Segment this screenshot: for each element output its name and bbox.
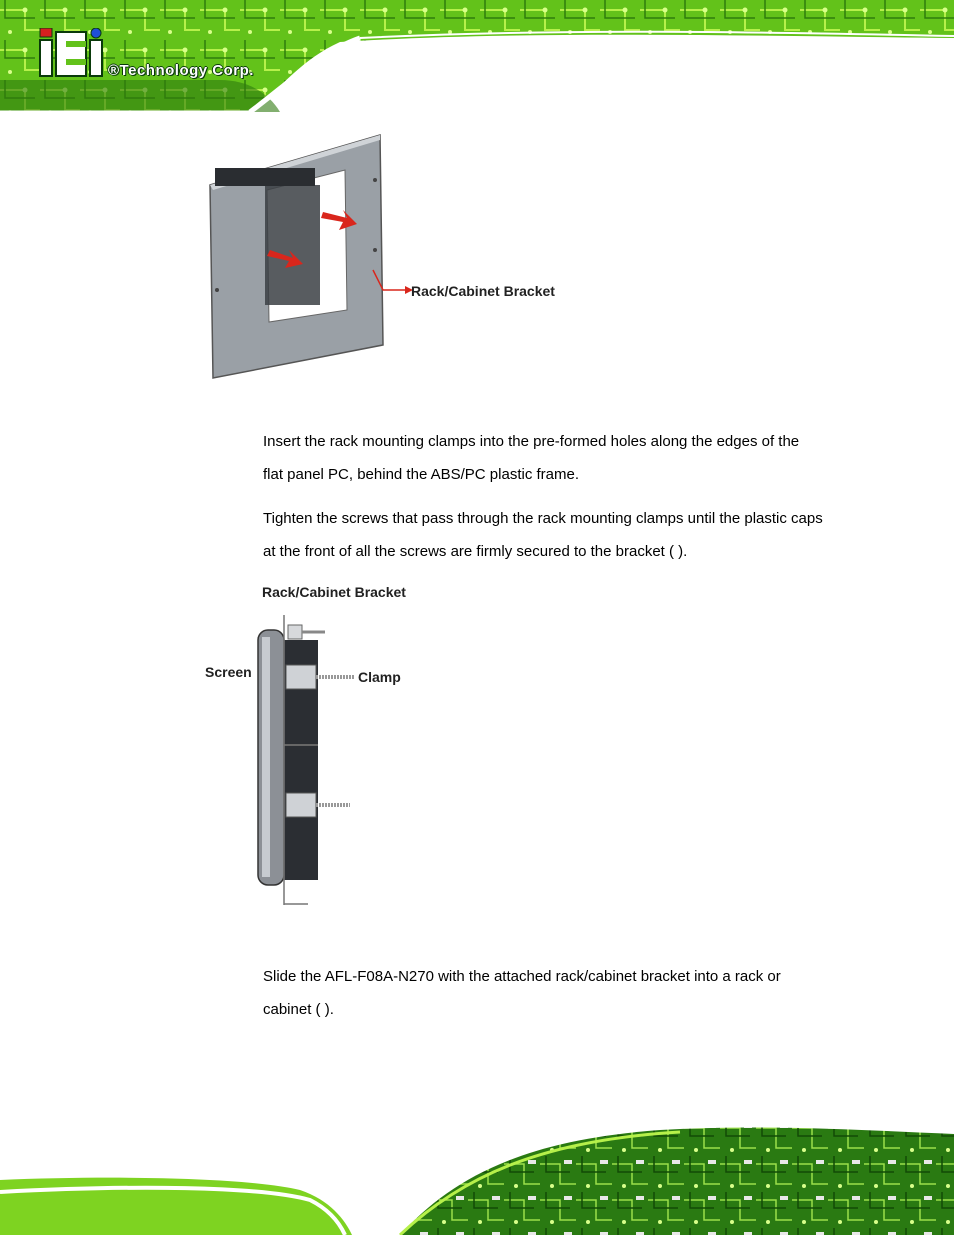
- bracket-side-illustration: [250, 615, 360, 910]
- step-insert-clamps: Insert the rack mounting clamps into the pre-formed holes along the edges of the flat panel PC, behind the ABS/PC plastic frame.: [263, 433, 800, 483]
- step-slide-into-rack: Slide the AFL-F08A-N270 with the attached rack/cabinet bracket into a rack or cabinet ( ).: [263, 968, 781, 1018]
- label-clamp: Clamp: [358, 669, 401, 685]
- label-rack-bracket-side: Rack/Cabinet Bracket: [262, 584, 406, 600]
- bracket-front-illustration: [205, 130, 605, 380]
- company-name: ®Technology Corp.: [108, 62, 254, 79]
- label-screen: Screen: [205, 664, 252, 680]
- step-tighten-screws: Tighten the screws that pass through the rack mounting clamps until the plastic caps at the front of all the screws are firmly secured to the bracket ( ).: [263, 510, 823, 560]
- header-banner: [0, 0, 954, 120]
- company-logo: [38, 28, 108, 83]
- label-rack-bracket: Rack/Cabinet Bracket: [411, 283, 555, 299]
- footer-banner: [0, 1120, 954, 1235]
